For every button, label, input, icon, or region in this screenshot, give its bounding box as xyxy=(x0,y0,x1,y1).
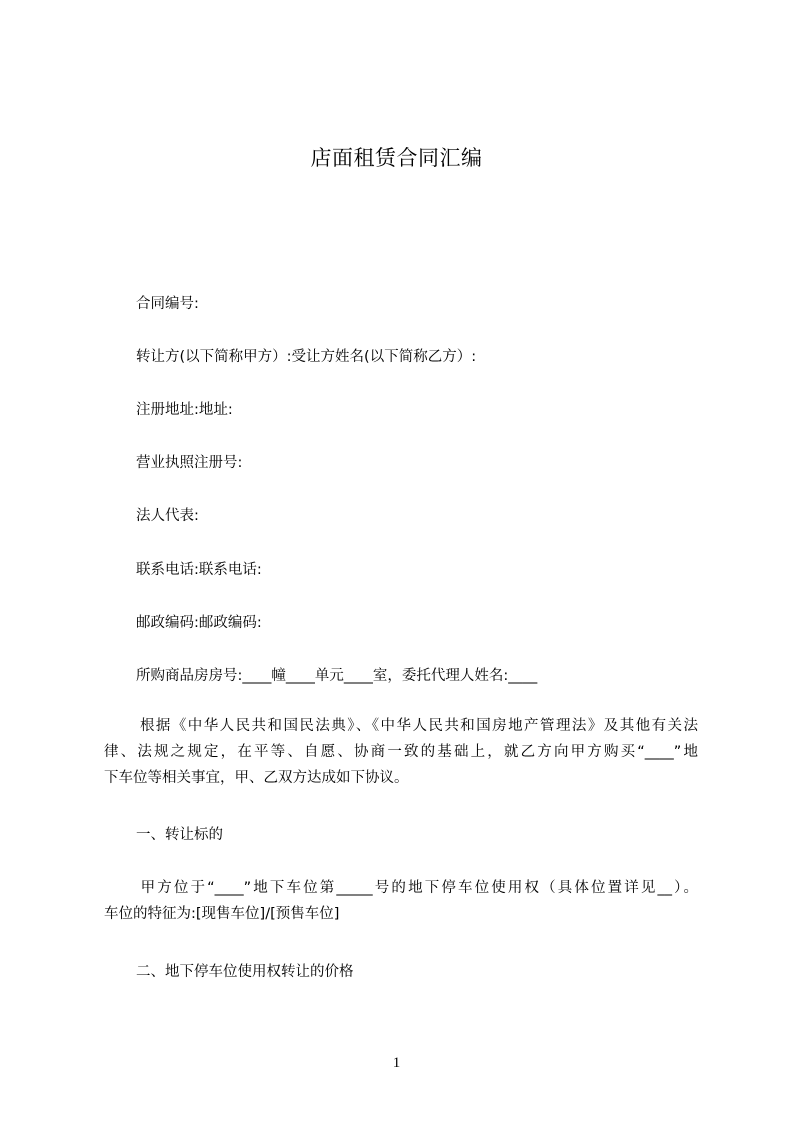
intro-line: 律、法规之规定，在平等、自愿、协商一致的基础上，就乙方向甲方购买“____”地 xyxy=(104,744,698,760)
section-heading-2: 二、地下停车位使用权转让的价格 xyxy=(136,964,354,980)
field-postal-code: 邮政编码:邮政编码: xyxy=(136,615,262,631)
field-parties: 转让方(以下简称甲方）:受让方姓名(以下简称乙方）: xyxy=(136,349,477,365)
field-address: 注册地址:地址: xyxy=(136,402,233,418)
field-contract-number: 合同编号: xyxy=(136,296,199,312)
field-room-number: 所购商品房房号:____幢____单元____室，委托代理人姓名:____ xyxy=(136,668,538,684)
document-title: 店面租赁合同汇编 xyxy=(310,146,483,170)
section-1-paragraph xyxy=(104,875,698,927)
field-business-license: 营业执照注册号: xyxy=(136,455,243,471)
intro-line: 下车位等相关事宜，甲、乙双方达成如下协议。 xyxy=(104,770,409,786)
section-1-line: 车位的特征为:[现售车位]/[预售车位] xyxy=(104,906,340,922)
intro-paragraph xyxy=(104,713,698,791)
section-1-line: 甲方位于“____”地下车位第_____号的地下停车位使用权（具体位置详见__）。 xyxy=(124,880,698,896)
intro-line: 根据《中华人民共和国民法典》、《中华人民共和国房地产管理法》及其他有关法 xyxy=(124,718,698,734)
field-phone: 联系电话:联系电话: xyxy=(136,562,262,578)
field-legal-representative: 法人代表: xyxy=(136,508,199,524)
section-heading-1: 一、转让标的 xyxy=(136,827,223,843)
page-number: 1 xyxy=(392,1055,401,1071)
